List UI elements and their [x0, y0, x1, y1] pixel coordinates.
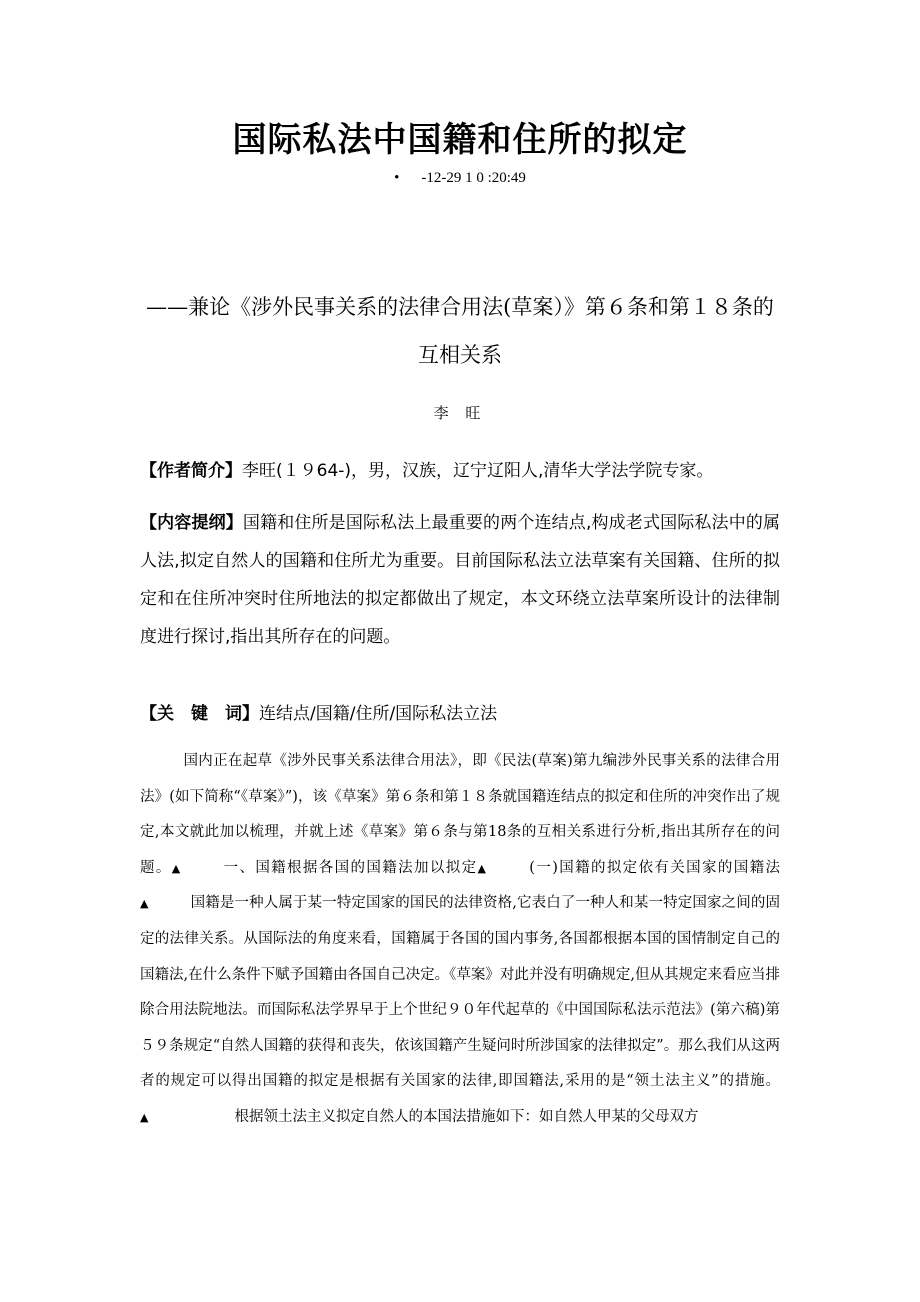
- abstract-text: 国籍和住所是国际私法上最重要的两个连结点,构成老式国际私法中的属人法,拟定自然人的国籍和住所尤为重要。目前国际私法立法草案有关国籍、住所的拟定和在住所冲突时住所地法的拟定都做出了规定，本文环绕立法草案所设计的法律制度进行探讨,指出其所存在的问题。: [140, 513, 781, 647]
- paragraph-mark-icon: ▲: [477, 861, 488, 875]
- author-intro: [140, 452, 780, 490]
- body-paragraph-3: 根据领土法主义拟定自然人的本国法措施如下：如自然人甲某的父母双方: [234, 1108, 699, 1125]
- keywords-text: 连结点/国籍/住所/国际私法立法: [259, 704, 498, 724]
- date-line: [0, 170, 920, 187]
- section-heading-2: (一)国籍的拟定依有关国家的国籍法: [529, 859, 780, 876]
- keywords-label: 【关 键 词】: [140, 704, 259, 724]
- document-title: 国际私法中国籍和住所的拟定: [232, 120, 688, 160]
- paragraph-mark-icon: ▲: [140, 897, 149, 911]
- keywords: [140, 695, 780, 733]
- bullet-icon: •: [394, 170, 400, 186]
- paragraph-mark-icon: ▲: [140, 1110, 149, 1124]
- abstract: [140, 504, 780, 656]
- paragraph-mark-icon: ▲: [171, 861, 182, 875]
- author-name: 李 旺: [433, 404, 487, 422]
- body-text: [140, 744, 780, 1136]
- body-paragraph-2: 国籍是一种人属于某一特定国家的国民的法律资格,它表白了一种人和某一特定国家之间的固定的法律关系。从国际法的角度来看，国籍属于各国的国内事务,各国都根据本国的国情制定自己的国籍法,在什么条件下赋予国籍由各国自己决定。《草案》对此并没有明确规定,但从其规定来看应当排除合用法院地法。而国际私法学界早于上个世纪９０年代起草的《中国国际私法示范法》(第六稿)第５９条规定“自然人国籍的获得和丧失，依该国籍产生疑问时所涉国家的法律拟定”。那么我们从这两者的规定可以得出国籍的拟定是根据有关国家的法律,即国籍法,采用的是“领土法主义”的措施。: [140, 895, 781, 1090]
- author-intro-text: 李旺(１９64-)，男，汉族，辽宁辽阳人,清华大学法学院专家。: [242, 461, 714, 481]
- document-subtitle: ——兼论《涉外民事关系的法律合用法(草案）》第６条和第１８条的互相关系: [146, 295, 774, 367]
- author-intro-label: 【作者简介】: [140, 461, 242, 481]
- date-text: -12-29 1 0 :20:49: [421, 170, 526, 186]
- section-heading-1: 一、国籍根据各国的国籍法加以拟定: [223, 859, 478, 876]
- abstract-label: 【内容提纲】: [140, 513, 243, 533]
- body-paragraph-1: 国内正在起草《涉外民事关系法律合用法》，即《民法(草案)第九编涉外民事关系的法律合用法》(如下简称“《草案》”)，该《草案》第６条和第１８条就国籍连结点的拟定和住所的冲突作出了规定,本文就此加以梳理，并就上述《草案》第６条与第18条的互相关系进行分析,指出其所存在的问题。: [140, 753, 780, 876]
